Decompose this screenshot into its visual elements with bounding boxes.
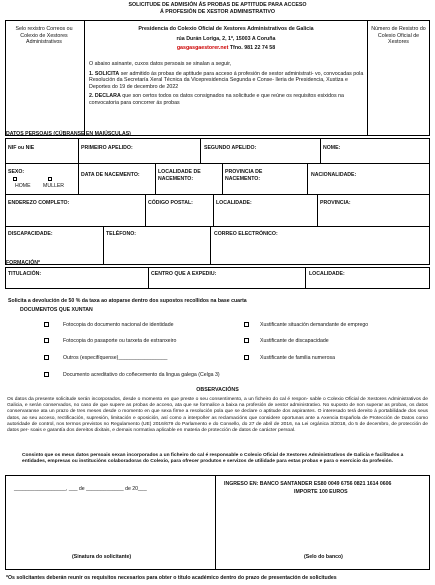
privacy-notice: Os datos da presente solicitude serán incorporados, desde o momento en que preste o seu consentimento, a un ficheiro do cal é respon- sable o Colexio Oficial de Xestores Administrativos de Galicia, e serán conservados, no caso de que supere as probas de acceso, ata que se formalice a baixa na profesión de xestor administrativo. No suposto de non superar as probas, os datos conservaranse ata un prazo de tres meses desde o momento en que sexa firme a resolución pola que se declare o aptitude dos aspirantes. O interesado terá dereito á portabilidade dos seus datos, ao seu acceso, rectificación, supresión, limitación e oposición, así como a interpoñer as reclamacións que considere oportunas ante a Axencia Española de Protección de Datos como autoridade de control, nos termos previstos no Regulamento (UE) 2016/679 do Parlamento e do Consello, do 27 de abril de 2016, na Lei orgánica 3/2018, do 5 de decembro, de protección de datos per- soais e garantía dos dereitos dixitais, e demais normativa aplicable en materia de protección de datos de carácter persoal. — [7, 397, 428, 434]
doc-galician-checkbox[interactable] — [44, 372, 49, 377]
sex-male-checkbox[interactable] — [13, 177, 17, 181]
right-stamp-label: Número de Rexistro do Colexio Oficial de Xestores — [371, 26, 426, 46]
doc-disability-checkbox[interactable] — [244, 338, 249, 343]
form-title — [0, 2, 435, 15]
sex-female-label: MULLER — [43, 183, 65, 189]
recipient-block — [85, 26, 367, 52]
p1-text: ser admitido ás probas de aptitude para acceso á profesión de xestor administrati- vo, convocadas pola Resolución da Secretaría Xeral Técnica da Vicepresidencia Segunda e Conse- lleria de Presidencia, Xustiza e Deportes do 19 de decembro de 2022 — [89, 70, 364, 90]
recipient-email[interactable]: gasgasgaestorer.net — [176, 45, 229, 52]
doc-unemployed-label: Xustificante situación demandante de emprego — [260, 322, 369, 328]
documents-title: DOCUMENTOS QUE XUNTAN — [20, 307, 93, 313]
doc-unemployed-checkbox[interactable] — [244, 322, 249, 327]
footnote: *Os solicitantes deberán reunir os requisitos necesarios para obter o título académico dentro do prazo de presentación de solicitudes — [6, 575, 337, 581]
second-surname-field[interactable]: SEGUNDO APELIDO: — [204, 145, 257, 151]
divider — [222, 163, 223, 194]
recipient-name: Presidencia do Colexio Oficial de Xestores Administrativos de Galicia — [138, 26, 314, 32]
bank-account: INGRESO EN: BANCO SANTANDER ES80 0049 6756 0821 1614 0606 — [224, 481, 392, 487]
divider — [210, 226, 211, 265]
doc-id-checkbox[interactable] — [44, 322, 49, 327]
declaration-p2 — [89, 93, 365, 106]
divider — [78, 138, 79, 163]
phone-field[interactable]: TELÉFONO: — [106, 231, 136, 237]
name-field[interactable]: NOME: — [323, 145, 341, 151]
divider — [78, 163, 79, 194]
divider — [305, 267, 306, 289]
divider — [317, 194, 318, 226]
doc-passport-checkbox[interactable] — [44, 338, 49, 343]
observations-title: OBSERVACIÓNS — [196, 387, 239, 393]
row-line — [5, 163, 430, 164]
doc-disability-label: Xustificante de discapacidade — [260, 338, 329, 344]
declaration-p1 — [89, 71, 365, 91]
signature-date-line[interactable]: __________________, ___ de _____________ de 20___ — [14, 486, 147, 492]
divider — [320, 138, 321, 163]
doc-passport-label: Fotocopia do pasaporte ou tarxeta de estranxeiro — [63, 338, 177, 344]
first-surname-field[interactable]: PRIMEIRO APELIDO: — [81, 145, 133, 151]
title-line-2: Á PROFESIÓN DE XESTOR ADMINISTRATIVO — [160, 8, 275, 15]
declaration-block — [89, 61, 365, 107]
p2-label: 2. DECLARA — [89, 93, 121, 100]
p2-text: que son certos todos os datos consignados na solicitude e que reúne os requisitos esixidos na convocatoria para concorrer ás probas — [89, 93, 344, 106]
personal-section-title: DATOS PERSOAIS (CÚBRANSE EN MAIÚSCULAS) — [6, 131, 131, 137]
bank-stamp-label: (Selo do banco) — [304, 554, 343, 560]
divider — [367, 20, 368, 136]
p1-label: 1. SOLICITA — [89, 70, 120, 77]
row-line — [5, 226, 430, 227]
divider — [200, 138, 201, 163]
recipient-address: rúa Durán Loriga, 2, 1º, 15003 A Coruña — [176, 35, 276, 42]
education-locality-field[interactable]: LOCALIDADE: — [309, 271, 345, 277]
divider — [215, 475, 216, 570]
divider — [155, 163, 156, 194]
divider — [213, 194, 214, 226]
doc-other-label[interactable]: Outros (especifíquense)_________________ — [63, 355, 168, 361]
issuing-center-field[interactable]: CENTRO QUE A EXPEDIU: — [151, 271, 217, 277]
sex-female-checkbox[interactable] — [48, 177, 52, 181]
doc-other-checkbox[interactable] — [44, 355, 49, 360]
recipient-contact — [85, 45, 367, 52]
address-field[interactable]: ENDEREZO COMPLETO: — [8, 200, 70, 206]
bank-amount: IMPORTE 100 EUROS — [294, 489, 348, 495]
nif-field[interactable]: NIF ou NIE — [8, 145, 35, 151]
divider — [148, 267, 149, 289]
sex-label: SEXO: — [8, 169, 25, 175]
divider — [307, 163, 308, 194]
row-line — [5, 194, 430, 195]
birth-place-field[interactable]: LOCALIDADE DE NACEMENTO: — [158, 169, 201, 182]
refund-request: Solicita a devolución de 50 % da taxa ao atoparse dentro dos supostos recollidos na base cuarta — [8, 298, 247, 304]
education-frame — [5, 267, 430, 289]
birth-date-field[interactable]: DATA DE NACEMENTO: — [81, 172, 140, 178]
email-field[interactable]: CORREO ELECTRÓNICO: — [214, 231, 278, 237]
doc-large-family-checkbox[interactable] — [244, 355, 249, 360]
title-line-1: SOLICITUDE DE ADMISIÓN ÁS PROBAS DE APTITUDE PARA ACCESO — [128, 2, 307, 8]
locality-field[interactable]: LOCALIDADE: — [216, 200, 252, 206]
degree-field[interactable]: TITULACIÓN: — [8, 271, 42, 277]
signature-label: (Sinatura do solicitante) — [72, 554, 132, 560]
doc-id-label: Fotocopia do documento nacional de identidade — [63, 322, 174, 328]
consent-notice: Consinto que os meus datos persoais sexan incorporados a un ficheiro do cal é responsable o Colexio Oficial de Xestores Administrativos de Galicia e facilitados a entidades, empresas ou institucións colaboradoras do Colexio, para ofrecer produtos e servizos de utilidade para estas probas e para o exercicio da profesión. — [22, 453, 404, 465]
province-field[interactable]: PROVINCIA: — [320, 200, 351, 206]
left-stamp-label: Selo rexistro Correos ou Colexio de Xestores Administrativos — [15, 26, 73, 46]
nationality-field[interactable]: NACIONALIDADE: — [311, 172, 357, 178]
education-section-title: FORMACIÓN* — [6, 260, 41, 266]
recipient-phone: Tfno. 981 22 74 58 — [228, 45, 276, 52]
declaration-intro: O abaixo asinante, cuxos datos persoais se sinalan a seguir, — [89, 61, 232, 67]
disability-field[interactable]: DISCAPACIDADE: — [8, 231, 53, 237]
birth-province-field[interactable]: PROVINCIA DE NACEMENTO: — [225, 169, 263, 182]
divider — [103, 226, 104, 265]
doc-galician-label: Documento acreditativo do coñecemento da lingua galega (Celga 3) — [63, 372, 220, 378]
sex-male-label: HOME — [15, 183, 31, 189]
postal-code-field[interactable]: CÓDIGO POSTAL: — [148, 200, 193, 206]
doc-large-family-label: Xustificante de familia numerosa — [260, 355, 335, 361]
divider — [145, 194, 146, 226]
